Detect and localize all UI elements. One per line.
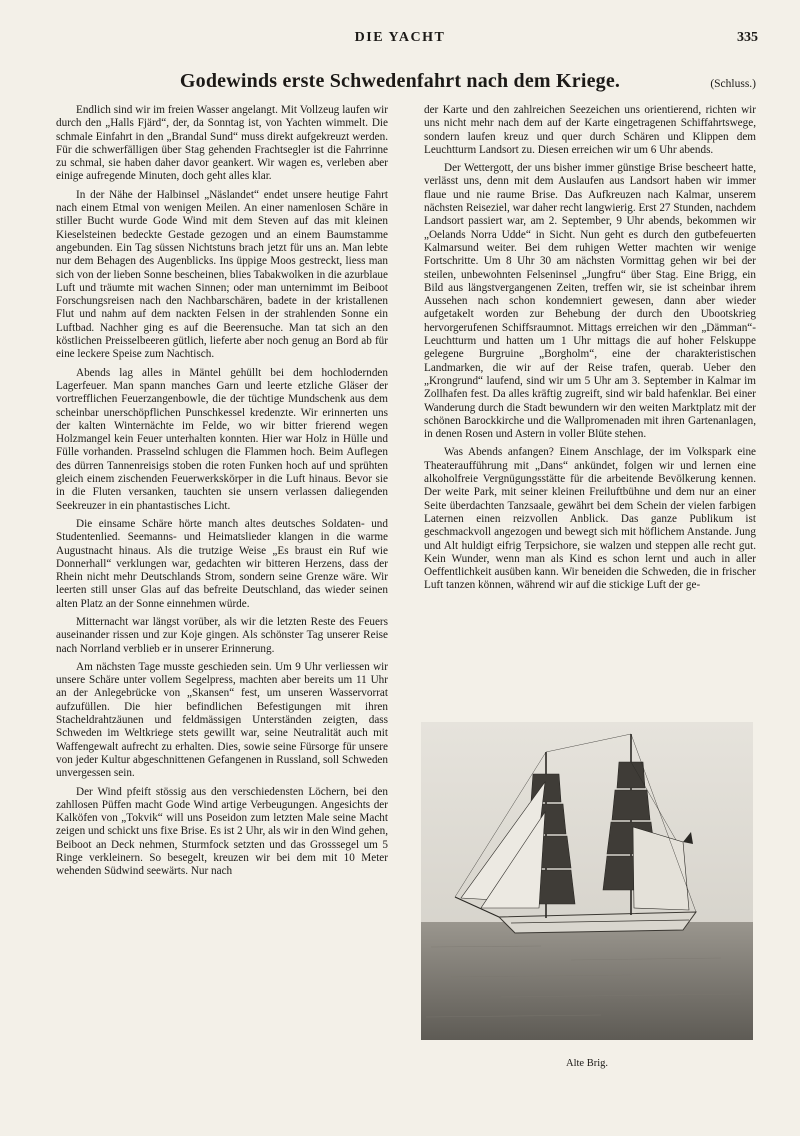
page-number: 335 [737,30,758,45]
paragraph: Der Wettergott, der uns bisher immer günstige Brise bescheert hatte, verlässt uns, denn mit dem Auslaufen aus Landsort haben wir immer flaue und nie raume Brise. Das Aufkreuzen nach Kalmar, unserem nächsten Reiseziel, war daher recht langwierig. Erst 27 Stunden, nachdem Landsort passiert war, am 2. September, 9 Uhr abends, bekommen wir „Oelands Norra Udde“ in Sicht. Nun geht es durch den gutbefeuerten Kalmarsund weiter. Bei dem ruhigen Wetter machten wir wenige Fortschritte. Um 8 Uhr 30 am nächsten Vormittag gehen wir bei der steilen, unbewohnten Felseninsel „Jungfru“ über Stag. Eine Brigg, ein Bild aus längstvergangenen Zeiten, treffen wir, sie ist scheinbar ihrem Aussehen nach schon kondemniert gewesen, dann aber wieder aufgetakelt worden zur Behebung der durch den Ubootskrieg hervorgerufenen Schiffsraumnot. Mittags erreichen wir den „Dämman“-Leuchtturm und hatten um 1 Uhr mittags die auf hoher Felskuppe gelegene Burgruine „Borgholm“, eine der charakteristischen Landmarken, die wir auf der Reise trafen, querab. Ueber den „Krongrund“ laufend, sind wir um 5 Uhr am 3. September in Kalmar im Zollhafen fest. Da alles kräftig zugreift, sind wir bald hafenklar. Bei einer Wanderung durch die Stadt bewundern wir den weiten Marktplatz mit der schönen Barockkirche und die Wallpromenaden mit ihren Gartenanlagen, in denen Rosen und Astern in voller Blüte stehen. [424,162,756,441]
paragraph: Die einsame Schäre hörte manch altes deutsches Soldaten- und Studentenlied. Seemanns- und Heimatslieder klangen in die warme Augustnacht hinaus. Als die trutzige Weise „Es braust ein Ruf wie Donnerhall“ verklungen war, gedachten wir bitteren Herzens, dass der Rhein nicht mehr Deutschlands Strom, sondern seine Grenze wäre. Wir leerten still unser Glas auf das befreite Deutschland, das wieder seinen alten Platz an der Sonne einnehmen würde. [56,517,388,610]
paragraph: Am nächsten Tage musste geschieden sein. Um 9 Uhr verliessen wir unsere Schäre unter vollem Segelpress, machten aber bereits um 11 Uhr an der Anlegebrücke von „Skansen“ fest, um unseren Wasservorrat aufzufüllen. Die hier befindlichen Befestigungen mit ihren Stacheldrahtzäunen und feldmässigen Unterständen zeigten, dass Schweden im Weltkriege stets gewillt war, seine Neutralität auch mit Waffengewalt aufrecht zu erhalten. Dies, sowie seine Fürsorge für unsere von jeder Kultur abgeschnittenen Gefangenen in Russland, soll Schweden unvergessen sein. [56,660,388,780]
figure-caption: Alte Brig. [566,1058,608,1069]
paragraph: Mitternacht war längst vorüber, als wir die letzten Reste des Feuers auseinander rissen und zur Koje gingen. Als schönster Tag unserer Reise nach Norrland verblieb er in unserer Erinnerung. [56,615,388,655]
paragraph: der Karte und den zahlreichen Seezeichen uns orientierend, richten wir uns nicht mehr nach dem auf der Karte eingetragenen Schiffahrtswege, sondern laufen kreuz und quer durch Schären und Klippen dem Leuchtturm Landsort zu. Diesen erreichen wir um 6 Uhr abends. [424,104,756,156]
continuation-note: (Schluss.) [710,78,756,90]
headline-block [0,70,800,100]
paragraph: In der Nähe der Halbinsel „Näslandet“ endet unsere heutige Fahrt nach einem Etmal von wenigen Meilen. An einer namenlosen Schäre in stiller Bucht wurde Gode Wind mit dem Steven auf das mit kleinen Kieselsteinen bedeckte Gestade gezogen und an einem Baumstamme angebunden. Ein Tag süssen Nichtstuns brach jetzt für uns an. Man lebte nur dem Behagen des Augenblicks. Ins üppige Moos gestreckt, liess man sich von der lieben Sonne bescheinen, blies Tabakwolken in die azurblaue Luft und träumte mit wachen Sinnen; oder man unternimmt im Beiboot Forschungsreisen nach den Nachbarschären, badete in der kristallenen Flut und nahm auf dem nackten Felsen in der strahlenden Sonne ein Luftbad. Nachher ging es auf die Beerensuche. Man tat sich an den köstlichen Preisselbeeren gütlich, lieferte aber noch genug an Bord ab für eine leckere Speise zum Nachtisch. [56,188,388,361]
paragraph: Endlich sind wir im freien Wasser angelangt. Mit Vollzeug laufen wir durch den „Halls Fjärd“, der, da Sonntag ist, von Yachten wimmelt. Die schmale Einfahrt in den „Brandal Sund“ muss direkt aufgekreuzt werden. Für die schwerfälligen über Stag gehenden Frachtsegler ist die Fahrrinne zu schmal, sie haben daher davor geankert. Wir wagen es, verleben aber einige aufregende Minuten, doch geht alles klar. [56,104,388,183]
brig-photo [421,722,753,1040]
paragraph: Was Abends anfangen? Einem Anschlage, der im Volkspark eine Theateraufführung mit „Dans“ ankündet, folgen wir und lernen eine alkoholfreie Vergnügungsstätte für die arbeitende Bevölkerung kennen. Der weite Park, mit seiner kleinen Freiluftbühne und dem nur an einer Seite überdachten Tanzsaale, gewährt bei dem Schein der vielen farbigen Laternen einen reizvollen Anblick. Das ganze Publikum ist geschmackvoll angezogen und bewegt sich mit höflichem Anstande. Jung und Alt huldigt eifrig Terpsichore, sie walzen und steppen alle recht gut. Kein Wunder, wenn man als Kind es schon lernt und auch in aller Oeffentlichkeit ausüben kann. Wir beneiden die Schweden, die in frischer Luft tanzen können, während wir auf die stickige Luft der ge- [424,446,756,592]
running-head [0,30,800,50]
running-title: DIE YACHT [354,30,446,45]
paragraph: Der Wind pfeift stössig aus den verschiedensten Löchern, bei den zahllosen Püffen macht Gode Wind artige Verbeugungen. Angesichts der Kalköfen von „Tokvik“ will uns Poseidon zum letzten Male seine Macht zeigen und schickt uns fixe Brise. Es ist 2 Uhr, als wir in den Wind gehen, Beiboot an Deck nehmen, Sturmfock setzten und das Grosssegel um 5 Ringe verkleinern. So besegelt, kreuzen wir bei dem mit 10 Meter wehenden Südwind seewärts. Nur nach [56,785,388,878]
article-title: Godewinds erste Schwedenfahrt nach dem Kriege. [179,70,621,92]
right-column [424,104,756,704]
left-column [56,104,388,1114]
paragraph: Abends lag alles in Mäntel gehüllt bei dem hochlodernden Lagerfeuer. Man spann manches Garn und leerte etzliche Gläser der vortrefflichen Feuerzangenbowle, die der tüchtige Mundschenk aus dem scheinbar unerschöpflichen Punschkessel kredenzte. Wir erinnerten uns der kalten Winternächte im Felde, wo wir bitter frierend wegen Holzmangel kein Feuer unterhalten konnten. Hier war Holz in Hülle und Fülle vorhanden. Prasselnd schlugen die Flammen hoch. Beim Auflegen des dürren Tannenreisigs stoben die roten Funken hoch auf und sprühten gleich einem zischenden Feuerwerkskörper in die Luft hinaus. Bevor sie in die Fluten versanken, tauchten sie unsern verlassen daliegenden Seekreuzer in ein phantastisches Licht. [56,366,388,512]
